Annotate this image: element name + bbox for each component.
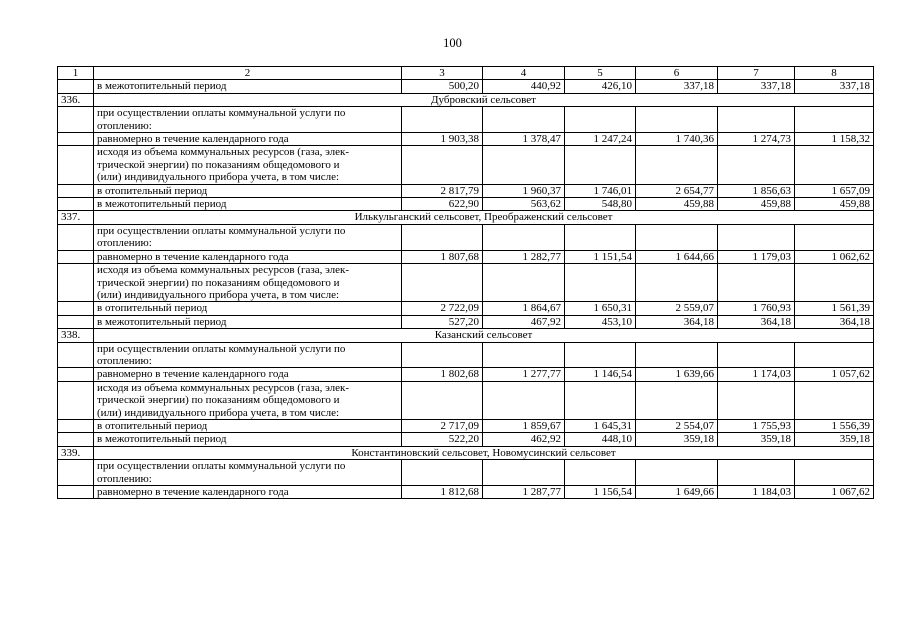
value-cell: 2 717,09 <box>402 419 483 432</box>
table-row <box>58 80 874 93</box>
number-cell <box>58 315 94 328</box>
value-cell <box>483 146 565 184</box>
table-row <box>58 250 874 263</box>
value-cell: 359,18 <box>718 433 795 446</box>
value-cell <box>718 224 795 250</box>
number-cell <box>58 419 94 432</box>
row-label: равномерно в течение календарного года <box>94 486 402 499</box>
value-cell <box>402 342 483 368</box>
value-cell: 1 903,38 <box>402 133 483 146</box>
value-cell: 1 807,68 <box>402 250 483 263</box>
number-cell <box>58 250 94 263</box>
value-cell: 1 282,77 <box>483 250 565 263</box>
value-cell <box>565 264 636 302</box>
value-cell: 364,18 <box>636 315 718 328</box>
value-cell <box>795 224 874 250</box>
number-cell <box>58 302 94 315</box>
value-cell <box>795 107 874 133</box>
value-cell: 522,20 <box>402 433 483 446</box>
value-cell: 364,18 <box>718 315 795 328</box>
value-cell <box>636 224 718 250</box>
value-cell: 337,18 <box>636 80 718 93</box>
row-label <box>94 381 402 419</box>
value-cell: 1 146,54 <box>565 368 636 381</box>
value-cell: 1 802,68 <box>402 368 483 381</box>
row-label <box>94 107 402 133</box>
number-cell <box>58 460 94 486</box>
value-cell: 1 859,67 <box>483 419 565 432</box>
value-cell: 337,18 <box>718 80 795 93</box>
table-row <box>58 419 874 432</box>
value-cell <box>636 264 718 302</box>
value-cell: 459,88 <box>718 198 795 211</box>
number-cell <box>58 264 94 302</box>
value-cell <box>565 381 636 419</box>
value-cell <box>795 460 874 486</box>
value-cell: 1 274,73 <box>718 133 795 146</box>
section-row <box>58 446 874 459</box>
row-label <box>94 342 402 368</box>
value-cell: 337,18 <box>795 80 874 93</box>
value-cell <box>636 460 718 486</box>
value-cell: 1 856,63 <box>718 184 795 197</box>
value-cell: 1 287,77 <box>483 486 565 499</box>
value-cell <box>718 264 795 302</box>
value-cell: 1 740,36 <box>636 133 718 146</box>
value-cell: 2 654,77 <box>636 184 718 197</box>
value-cell <box>483 264 565 302</box>
value-cell: 2 817,79 <box>402 184 483 197</box>
text-row <box>58 146 874 184</box>
value-cell: 2 554,07 <box>636 419 718 432</box>
value-cell: 448,10 <box>565 433 636 446</box>
value-cell: 1 158,32 <box>795 133 874 146</box>
page-number: 100 <box>443 36 462 50</box>
row-label: в отопительный период <box>94 419 402 432</box>
value-cell: 1 649,66 <box>636 486 718 499</box>
text-row <box>58 224 874 250</box>
section-title: Казанский сельсовет <box>94 329 874 342</box>
value-cell: 1 151,54 <box>565 250 636 263</box>
value-cell: 527,20 <box>402 315 483 328</box>
value-cell: 364,18 <box>795 315 874 328</box>
header-row <box>58 67 874 80</box>
value-cell: 1 561,39 <box>795 302 874 315</box>
value-cell: 1 067,62 <box>795 486 874 499</box>
value-cell <box>565 460 636 486</box>
row-label-line: при осуществлении оплаты коммунальной услуги по <box>97 342 346 355</box>
value-cell <box>636 107 718 133</box>
header-cell: 2 <box>94 67 402 80</box>
value-cell: 1 960,37 <box>483 184 565 197</box>
value-cell <box>718 146 795 184</box>
value-cell: 1 179,03 <box>718 250 795 263</box>
value-cell: 453,10 <box>565 315 636 328</box>
section-number: 336. <box>58 93 94 106</box>
row-label: равномерно в течение календарного года <box>94 368 402 381</box>
row-label-line: отоплению: <box>97 354 152 367</box>
header-cell: 3 <box>402 67 483 80</box>
value-cell <box>483 381 565 419</box>
value-cell: 563,62 <box>483 198 565 211</box>
number-cell <box>58 486 94 499</box>
number-cell <box>58 107 94 133</box>
value-cell: 548,80 <box>565 198 636 211</box>
value-cell <box>636 381 718 419</box>
row-label-line: исходя из объема коммунальных ресурсов (газа, элек- <box>97 146 349 159</box>
value-cell <box>718 381 795 419</box>
value-cell: 1 644,66 <box>636 250 718 263</box>
text-row <box>58 107 874 133</box>
value-cell <box>402 146 483 184</box>
value-cell: 1 247,24 <box>565 133 636 146</box>
value-cell <box>795 342 874 368</box>
text-row <box>58 460 874 486</box>
value-cell: 1 184,03 <box>718 486 795 499</box>
value-cell: 1 277,77 <box>483 368 565 381</box>
value-cell: 1 556,39 <box>795 419 874 432</box>
row-label: равномерно в течение календарного года <box>94 250 402 263</box>
row-label-line: при осуществлении оплаты коммунальной услуги по <box>97 460 346 473</box>
value-cell: 1 755,93 <box>718 419 795 432</box>
value-cell: 1 812,68 <box>402 486 483 499</box>
value-cell: 1 645,31 <box>565 419 636 432</box>
table-row <box>58 198 874 211</box>
value-cell <box>718 107 795 133</box>
section-number: 338. <box>58 329 94 342</box>
row-label <box>94 224 402 250</box>
section-row <box>58 211 874 224</box>
row-label-line: при осуществлении оплаты коммунальной услуги по <box>97 224 346 237</box>
text-row <box>58 342 874 368</box>
value-cell: 1 156,54 <box>565 486 636 499</box>
row-label-line: (или) индивидуального прибора учета, в том числе: <box>97 288 340 301</box>
value-cell <box>402 224 483 250</box>
row-label-line: (или) индивидуального прибора учета, в том числе: <box>97 406 340 419</box>
table-row <box>58 433 874 446</box>
number-cell <box>58 133 94 146</box>
value-cell <box>483 224 565 250</box>
value-cell <box>636 342 718 368</box>
value-cell: 1 650,31 <box>565 302 636 315</box>
row-label: в отопительный период <box>94 302 402 315</box>
value-cell <box>402 460 483 486</box>
value-cell: 1 760,93 <box>718 302 795 315</box>
row-label-line: трической энергии) по показаниям общедомового и <box>97 394 340 407</box>
number-cell <box>58 146 94 184</box>
header-cell: 8 <box>795 67 874 80</box>
number-cell <box>58 381 94 419</box>
row-label <box>94 264 402 302</box>
value-cell <box>565 146 636 184</box>
value-cell <box>402 264 483 302</box>
row-label-line: исходя из объема коммунальных ресурсов (газа, элек- <box>97 264 349 277</box>
row-label <box>94 146 402 184</box>
value-cell <box>483 460 565 486</box>
section-row <box>58 329 874 342</box>
value-cell <box>795 264 874 302</box>
value-cell: 2 559,07 <box>636 302 718 315</box>
row-label-line: трической энергии) по показаниям общедомового и <box>97 158 340 171</box>
value-cell <box>718 342 795 368</box>
table-row <box>58 184 874 197</box>
section-title: Дубровский сельсовет <box>94 93 874 106</box>
value-cell: 426,10 <box>565 80 636 93</box>
text-row <box>58 264 874 302</box>
table-row <box>58 315 874 328</box>
section-row <box>58 93 874 106</box>
table-row <box>58 133 874 146</box>
row-label-line: отоплению: <box>97 237 152 250</box>
header-cell: 7 <box>718 67 795 80</box>
table-row <box>58 368 874 381</box>
header-cell: 5 <box>565 67 636 80</box>
number-cell <box>58 368 94 381</box>
row-label-line: отоплению: <box>97 472 152 485</box>
row-label-line: трической энергии) по показаниям общедомового и <box>97 276 340 289</box>
number-cell <box>58 224 94 250</box>
value-cell: 1 174,03 <box>718 368 795 381</box>
row-label: равномерно в течение календарного года <box>94 133 402 146</box>
table-row <box>58 302 874 315</box>
row-label-line: (или) индивидуального прибора учета, в том числе: <box>97 171 340 184</box>
value-cell: 440,92 <box>483 80 565 93</box>
value-cell: 500,20 <box>402 80 483 93</box>
value-cell <box>483 107 565 133</box>
section-title: Илькульганский сельсовет, Преображенский сельсовет <box>94 211 874 224</box>
row-label: в межотопительный период <box>94 315 402 328</box>
row-label-line: исходя из объема коммунальных ресурсов (газа, элек- <box>97 381 349 394</box>
value-cell: 359,18 <box>795 433 874 446</box>
value-cell: 1 057,62 <box>795 368 874 381</box>
header-cell: 6 <box>636 67 718 80</box>
row-label-line: при осуществлении оплаты коммунальной услуги по <box>97 107 346 120</box>
value-cell: 1 639,66 <box>636 368 718 381</box>
value-cell <box>565 224 636 250</box>
value-cell: 1 378,47 <box>483 133 565 146</box>
text-row <box>58 381 874 419</box>
value-cell: 2 722,09 <box>402 302 483 315</box>
number-cell <box>58 433 94 446</box>
row-label-line: отоплению: <box>97 119 152 132</box>
row-label: в межотопительный период <box>94 433 402 446</box>
value-cell <box>402 381 483 419</box>
value-cell: 1 062,62 <box>795 250 874 263</box>
row-label: в отопительный период <box>94 184 402 197</box>
value-cell <box>565 107 636 133</box>
header-cell: 4 <box>483 67 565 80</box>
value-cell: 622,90 <box>402 198 483 211</box>
value-cell <box>483 342 565 368</box>
value-cell: 359,18 <box>636 433 718 446</box>
row-label: в межотопительный период <box>94 80 402 93</box>
row-label: в межотопительный период <box>94 198 402 211</box>
value-cell: 1 657,09 <box>795 184 874 197</box>
value-cell <box>795 381 874 419</box>
section-number: 339. <box>58 446 94 459</box>
value-cell: 459,88 <box>795 198 874 211</box>
value-cell <box>718 460 795 486</box>
value-cell: 467,92 <box>483 315 565 328</box>
table-row <box>58 486 874 499</box>
value-cell: 1 746,01 <box>565 184 636 197</box>
number-cell <box>58 80 94 93</box>
header-cell: 1 <box>58 67 94 80</box>
number-cell <box>58 198 94 211</box>
section-title: Константиновский сельсовет, Новомусинский сельсовет <box>94 446 874 459</box>
tariff-table <box>57 66 874 499</box>
number-cell <box>58 342 94 368</box>
value-cell: 1 864,67 <box>483 302 565 315</box>
row-label <box>94 460 402 486</box>
value-cell <box>795 146 874 184</box>
value-cell <box>565 342 636 368</box>
number-cell <box>58 184 94 197</box>
value-cell: 462,92 <box>483 433 565 446</box>
value-cell: 459,88 <box>636 198 718 211</box>
value-cell <box>402 107 483 133</box>
table-body <box>58 67 874 499</box>
value-cell <box>636 146 718 184</box>
section-number: 337. <box>58 211 94 224</box>
